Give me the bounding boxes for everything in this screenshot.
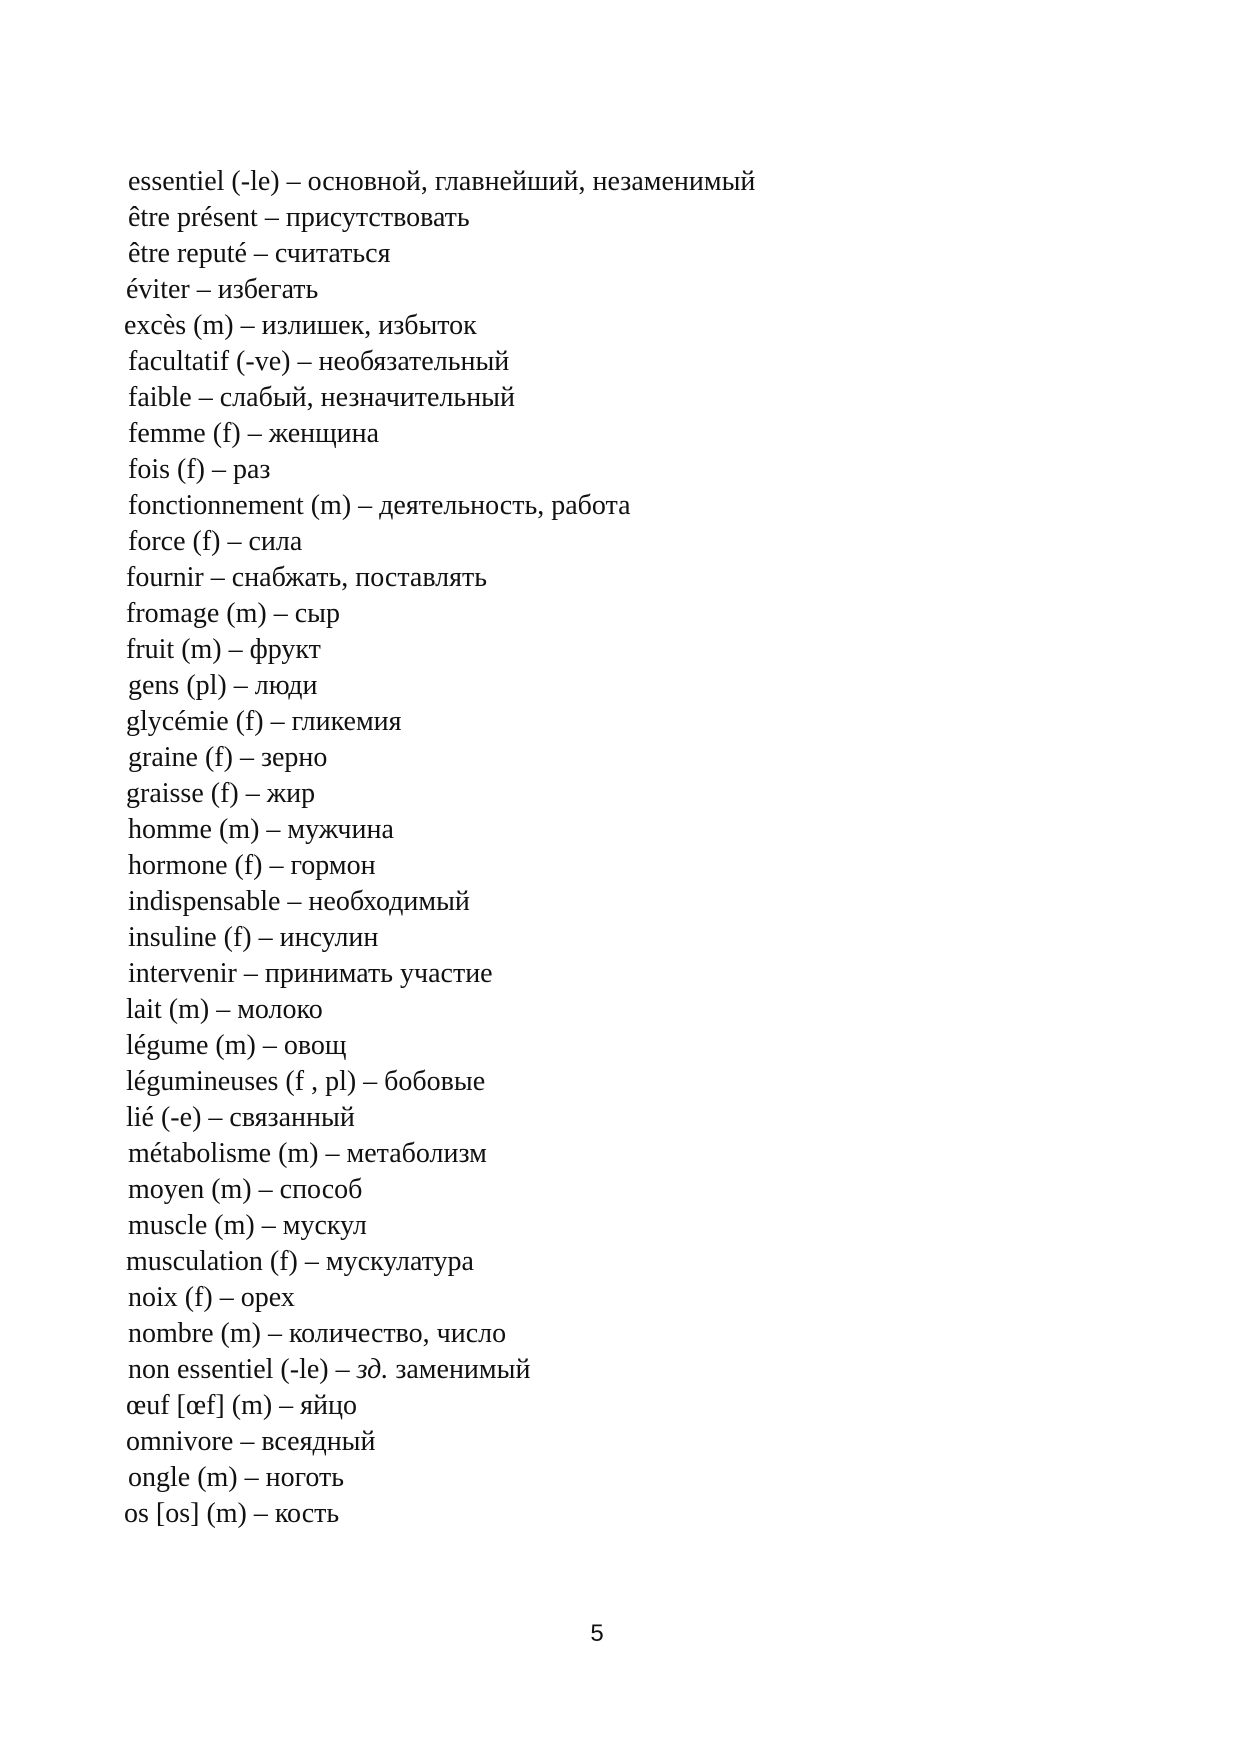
entry-translation: всеядный	[261, 1426, 376, 1457]
entry-term: intervenir	[128, 958, 237, 989]
entry-dash: –	[286, 166, 301, 197]
entry-term: muscle (m)	[128, 1210, 255, 1241]
entry-term: faible	[128, 382, 192, 413]
entry-term: légume (m)	[126, 1030, 256, 1061]
entry-translation: орех	[240, 1282, 295, 1313]
page-number: 5	[590, 1620, 604, 1647]
entry-term: moyen (m)	[128, 1174, 252, 1205]
entry-translation: раз	[232, 454, 271, 485]
vocabulary-entry	[124, 1136, 1024, 1172]
entry-dash: –	[211, 454, 226, 485]
vocabulary-entry	[124, 920, 1024, 956]
entry-dash: –	[304, 1246, 319, 1277]
entry-dash: –	[244, 1462, 259, 1493]
vocabulary-entry	[124, 1316, 1024, 1352]
vocabulary-entry	[124, 272, 1024, 308]
entry-term: os [os] (m)	[124, 1498, 247, 1529]
entry-dash: –	[363, 1066, 378, 1097]
entry-dash: –	[258, 1174, 273, 1205]
entry-term: homme (m)	[128, 814, 260, 845]
entry-translation: инсулин	[279, 922, 379, 953]
entry-term: glycémie (f)	[126, 706, 264, 737]
entry-translation: заменимый	[395, 1354, 531, 1385]
vocabulary-entry	[124, 740, 1024, 776]
entry-dash: –	[279, 1390, 294, 1421]
entry-term: fruit (m)	[126, 634, 222, 665]
vocabulary-entry	[124, 1424, 1024, 1460]
entry-term: fournir	[126, 562, 204, 593]
entry-dash: –	[253, 1498, 268, 1529]
entry-translation: избегать	[217, 274, 319, 305]
vocabulary-entry	[124, 1352, 1024, 1388]
entry-translation: зерно	[260, 742, 328, 773]
entry-translation: сыр	[294, 598, 340, 629]
vocabulary-entry	[124, 200, 1024, 236]
entry-term: non essentiel (-le)	[128, 1354, 329, 1385]
entry-term: fromage (m)	[126, 598, 267, 629]
vocabulary-entry	[124, 164, 1024, 200]
entry-dash: –	[239, 742, 254, 773]
entry-term: essentiel (-le)	[128, 166, 280, 197]
entry-term: facultatif (-ve)	[128, 346, 291, 377]
entry-translation: количество, число	[288, 1318, 507, 1349]
vocabulary-entry	[124, 236, 1024, 272]
entry-translation: слабый, незначительный	[219, 382, 515, 413]
entry-dash: –	[287, 886, 302, 917]
entry-term: femme (f)	[128, 418, 241, 449]
entry-translation: метаболизм	[346, 1138, 487, 1169]
entry-dash: –	[243, 958, 258, 989]
entry-translation: деятельность, работа	[379, 490, 631, 521]
entry-dash: –	[262, 1030, 277, 1061]
entry-translation: ноготь	[265, 1462, 345, 1493]
vocabulary-entry	[124, 1280, 1024, 1316]
entry-term: omnivore	[126, 1426, 234, 1457]
vocabulary-entry	[124, 1100, 1024, 1136]
vocabulary-entry	[124, 1244, 1024, 1280]
entry-dash: –	[358, 490, 373, 521]
vocabulary-entry	[124, 776, 1024, 812]
vocabulary-entry	[124, 632, 1024, 668]
vocabulary-entry	[124, 380, 1024, 416]
entry-translation: яйцо	[300, 1390, 358, 1421]
entry-dash: –	[297, 346, 312, 377]
entry-dash: –	[266, 814, 281, 845]
vocabulary-entry	[124, 812, 1024, 848]
entry-dash: –	[270, 706, 285, 737]
entry-translation: мускул	[282, 1210, 367, 1241]
vocabulary-entry	[124, 488, 1024, 524]
vocabulary-entry	[124, 452, 1024, 488]
entry-term: fois (f)	[128, 454, 205, 485]
entry-translation: принимать участие	[264, 958, 493, 989]
entry-translation: бобовые	[384, 1066, 486, 1097]
entry-term: gens (pl)	[128, 670, 227, 701]
entry-term: musculation (f)	[126, 1246, 298, 1277]
vocabulary-entry	[124, 1496, 1024, 1532]
entry-term: noix (f)	[128, 1282, 213, 1313]
entry-translation: мужчина	[287, 814, 394, 845]
entry-translation: считаться	[274, 238, 391, 269]
entry-translation: женщина	[268, 418, 380, 449]
entry-dash: –	[335, 1354, 350, 1385]
entry-usage-note: зд.	[356, 1354, 389, 1385]
vocabulary-entry	[124, 704, 1024, 740]
entry-term: lié (-e)	[126, 1102, 202, 1133]
entry-dash: –	[269, 850, 284, 881]
vocabulary-entry	[124, 344, 1024, 380]
entry-dash: –	[253, 238, 268, 269]
entry-term: graine (f)	[128, 742, 233, 773]
vocabulary-entry	[124, 596, 1024, 632]
entry-term: insuline (f)	[128, 922, 252, 953]
entry-dash: –	[247, 418, 262, 449]
entry-dash: –	[196, 274, 211, 305]
vocabulary-entry	[124, 1028, 1024, 1064]
entry-dash: –	[240, 310, 255, 341]
entry-dash: –	[273, 598, 288, 629]
vocabulary-entry	[124, 1172, 1024, 1208]
entry-translation: мускулатура	[325, 1246, 474, 1277]
vocabulary-entry	[124, 1388, 1024, 1424]
entry-dash: –	[240, 1426, 255, 1457]
entry-translation: кость	[274, 1498, 340, 1529]
entry-translation: гормон	[290, 850, 376, 881]
entry-term: métabolisme (m)	[128, 1138, 319, 1169]
entry-term: graisse (f)	[126, 778, 239, 809]
entry-term: force (f)	[128, 526, 221, 557]
entry-translation: жир	[266, 778, 316, 809]
entry-translation: связанный	[229, 1102, 355, 1133]
entry-translation: сила	[248, 526, 303, 557]
entry-translation: овощ	[283, 1030, 347, 1061]
entry-translation: снабжать, поставлять	[231, 562, 488, 593]
entry-translation: излишек, избыток	[261, 310, 477, 341]
entry-dash: –	[219, 1282, 234, 1313]
entry-term: excès (m)	[124, 310, 234, 341]
entry-translation: основной, главнейший, незаменимый	[307, 166, 756, 197]
vocabulary-entry	[124, 560, 1024, 596]
entry-term: œuf [œf] (m)	[126, 1390, 273, 1421]
vocabulary-entry	[124, 992, 1024, 1028]
entry-dash: –	[325, 1138, 340, 1169]
vocabulary-entry	[124, 668, 1024, 704]
entry-dash: –	[216, 994, 231, 1025]
entry-term: fonctionnement (m)	[128, 490, 352, 521]
vocabulary-list	[124, 164, 1024, 1532]
entry-term: légumineuses (f , pl)	[126, 1066, 357, 1097]
vocabulary-entry	[124, 884, 1024, 920]
entry-dash: –	[228, 634, 243, 665]
entry-term: ongle (m)	[128, 1462, 238, 1493]
entry-translation: присутствовать	[285, 202, 470, 233]
entry-term: indispensable	[128, 886, 281, 917]
vocabulary-entry	[124, 308, 1024, 344]
entry-translation: молоко	[237, 994, 323, 1025]
entry-translation: способ	[279, 1174, 363, 1205]
entry-translation: фрукт	[249, 634, 321, 665]
vocabulary-entry	[124, 1460, 1024, 1496]
entry-translation: необязательный	[318, 346, 510, 377]
entry-term: éviter	[126, 274, 190, 305]
entry-translation: гликемия	[291, 706, 402, 737]
vocabulary-entry	[124, 956, 1024, 992]
entry-dash: –	[245, 778, 260, 809]
vocabulary-entry	[124, 848, 1024, 884]
entry-dash: –	[198, 382, 213, 413]
entry-dash: –	[233, 670, 248, 701]
vocabulary-entry	[124, 1064, 1024, 1100]
entry-dash: –	[264, 202, 279, 233]
entry-dash: –	[258, 922, 273, 953]
entry-translation: люди	[254, 670, 318, 701]
entry-dash: –	[208, 1102, 223, 1133]
entry-term: nombre (m)	[128, 1318, 261, 1349]
vocabulary-entry	[124, 416, 1024, 452]
vocabulary-entry	[124, 1208, 1024, 1244]
entry-translation: необходимый	[308, 886, 470, 917]
entry-dash: –	[227, 526, 242, 557]
entry-term: hormone (f)	[128, 850, 263, 881]
entry-dash: –	[261, 1210, 276, 1241]
entry-dash: –	[267, 1318, 282, 1349]
entry-dash: –	[210, 562, 225, 593]
vocabulary-entry	[124, 524, 1024, 560]
entry-term: lait (m)	[126, 994, 210, 1025]
entry-term: être présent	[128, 202, 258, 233]
entry-term: être reputé	[128, 238, 247, 269]
